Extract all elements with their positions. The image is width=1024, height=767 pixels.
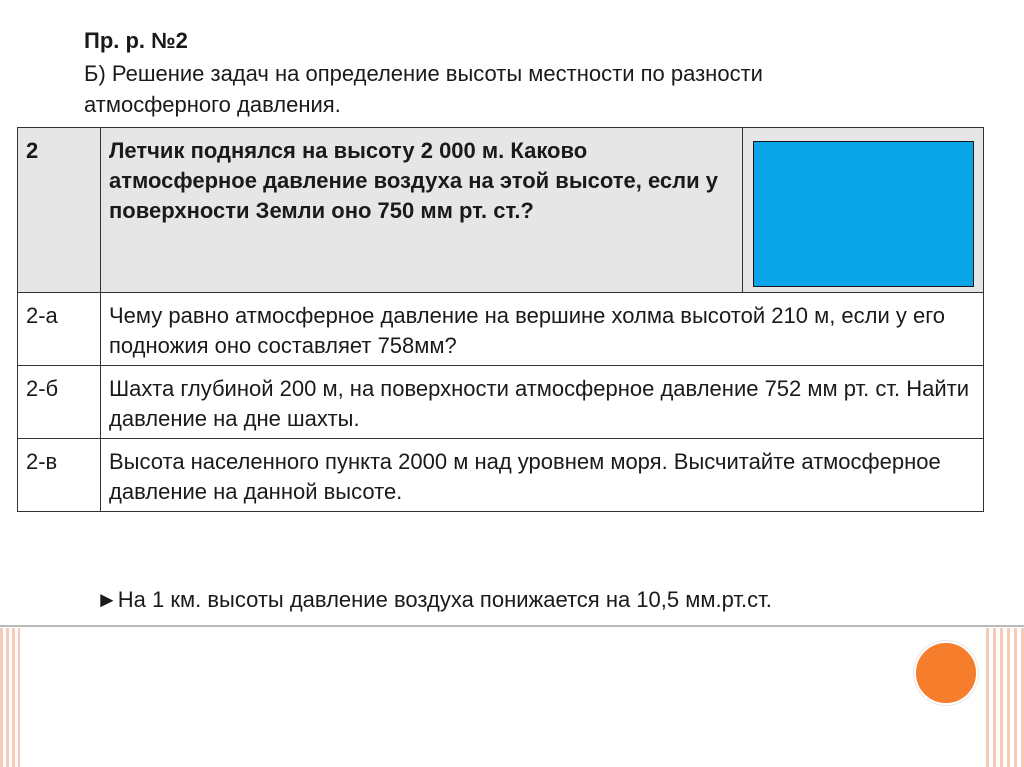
table-row [18, 439, 984, 512]
slide-subtitle: Б) Решение задач на определение высоты местности по разности атмосферного давления. [84, 61, 763, 117]
table-row [18, 366, 984, 439]
task-number: 2-а [18, 293, 101, 366]
table-row [18, 128, 984, 293]
task-text: Шахта глубиной 200 м, на поверхности атмосферное давление 752 мм рт. ст. Найти давление на дне шахты. [101, 366, 984, 439]
answer-cell [743, 128, 984, 293]
task-text: Летчик поднялся на высоту 2 000 м. Каково атмосферное давление воздуха на этой высоте, если у поверхности Земли оно 750 мм рт. ст.? [101, 128, 743, 293]
tasks-table [17, 127, 984, 512]
task-text: Чему равно атмосферное давление на вершине холма высотой 210 м, если у его подножия оно составляет 758мм? [101, 293, 984, 366]
slide-title: Пр. р. №2 [84, 28, 188, 53]
pressure-note: ►На 1 км. высоты давление воздуха понижается на 10,5 мм.рт.ст. [96, 587, 772, 612]
task-text: Высота населенного пункта 2000 м над уровнем моря. Высчитайте атмосферное давление на данной высоте. [101, 439, 984, 512]
slide-header [84, 26, 984, 120]
table-row [18, 293, 984, 366]
task-number: 2 [18, 128, 101, 293]
right-decor-stripe [986, 628, 1024, 767]
orange-circle-icon [914, 641, 978, 705]
footer-divider [0, 625, 1024, 627]
answer-cover-box[interactable] [753, 141, 974, 287]
task-number: 2-в [18, 439, 101, 512]
left-decor-stripe [0, 628, 20, 767]
task-number: 2-б [18, 366, 101, 439]
